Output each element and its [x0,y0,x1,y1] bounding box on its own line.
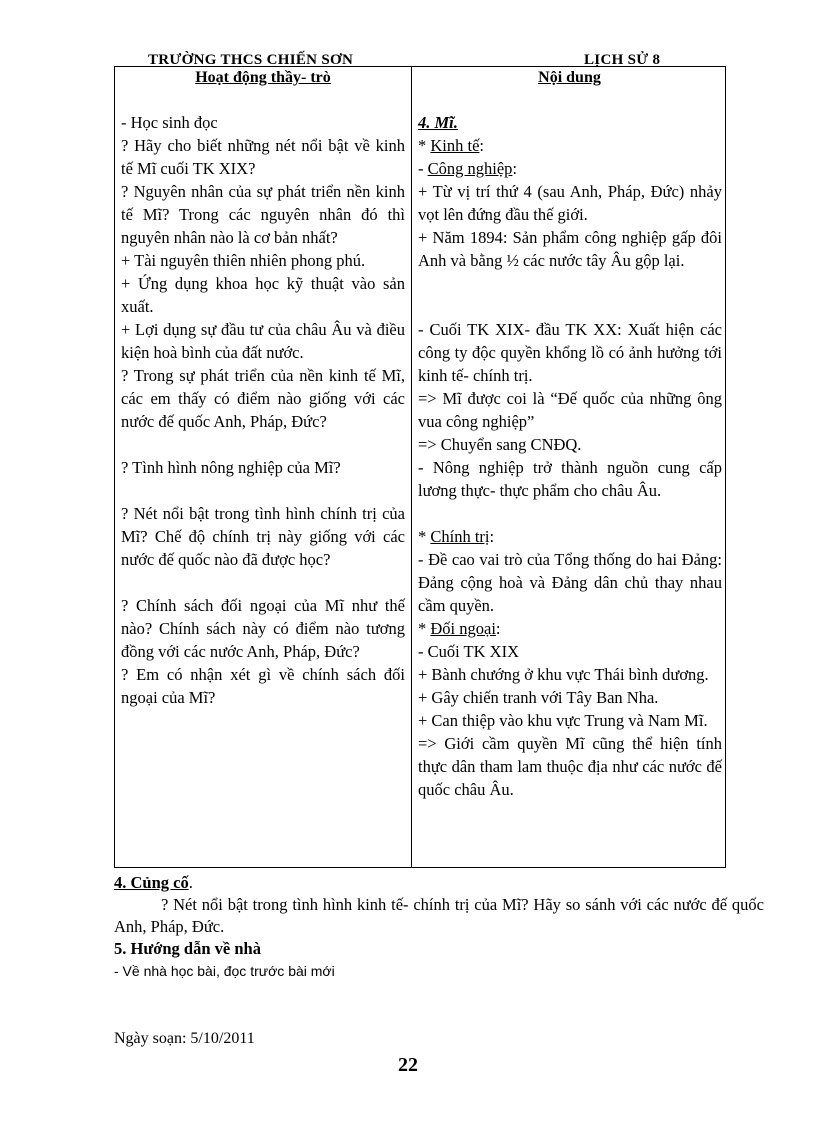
activity-line: ? Chính sách đối ngoại của Mĩ như thế nào? Chính sách này có điểm nào tương đồng với các nước Anh, Pháp, Đức? [121,596,405,661]
activity-line: ? Em có nhận xét gì về chính sách đối ngoại của Mĩ? [121,665,405,707]
foreign-label: Đối ngoại [430,619,496,638]
activities-cell [121,111,405,709]
column-header-content: Nội dung [538,69,601,86]
activity-line: ? Tình hình nông nghiệp của Mĩ? [121,458,341,477]
page-number: 22 [398,1054,418,1076]
content-line: + Từ vị trí thứ 4 (sau Anh, Pháp, Đức) nhảy vọt lên đứng đầu thế giới. [418,182,722,224]
lesson-footer-sections: 4. Củng cố. ? Nét nổi bật trong tình hình kinh tế- chính trị của Mĩ? Hãy so sánh với các nước đế quốc Anh, Pháp, Đức. 5. Hướng dẫn về nhà - Về nhà học bài, đọc trước bài mới [114,872,764,982]
activity-line: + Ứng dụng khoa học kỹ thuật vào sản xuất. [121,274,405,316]
content-line: + Năm 1894: Sản phẩm công nghiệp gấp đôi Anh và bằng ½ các nước tây Âu gộp lại. [418,228,722,270]
activity-line: - Học sinh đọc [121,113,218,132]
industry-label: Công nghiệp [427,159,513,178]
header-subject: LỊCH SỬ 8 [584,52,661,68]
activity-line: ? Nguyên nhân của sự phát triển nền kinh tế Mĩ? Trong các nguyên nhân đó thì nguyên nhân nào là cơ bản nhất? [121,182,405,247]
column-divider [411,67,412,867]
content-line: => Mĩ được coi là “Đế quốc của những ông vua công nghiệp” [418,389,722,431]
consolidation-title: 4. Củng cố [114,873,189,892]
content-line: => Giới cầm quyền Mĩ cũng thể hiện tính thực dân tham lam thuộc địa như các nước đế quốc châu Âu. [418,734,722,799]
content-line: - Cuối TK XIX [418,642,519,661]
activity-line: ? Trong sự phát triển của nền kinh tế Mĩ, các em thấy có điểm nào giống với các nước đế quốc Anh, Pháp, Đức? [121,366,405,431]
content-line: + Bành chướng ở khu vực Thái bình dương. [418,665,709,684]
economy-label: Kinh tế [430,136,480,155]
consolidation-text: ? Nét nổi bật trong tình hình kinh tế- chính trị của Mĩ? Hãy so sánh với các nước đế quốc Anh, Pháp, Đức. [114,895,764,936]
activity-line: ? Nét nổi bật trong tình hình chính trị của Mĩ? Chế độ chính trị này giống với các nước đế quốc nào đã được học? [121,504,405,569]
content-line: - Nông nghiệp trở thành nguồn cung cấp lương thực- thực phẩm cho châu Âu. [418,458,722,500]
prepared-date: Ngày soạn: 5/10/2011 [114,1030,255,1047]
content-line: + Can thiệp vào khu vực Trung và Nam Mĩ. [418,711,708,730]
column-header-activities: Hoạt động thầy- trò [195,69,331,86]
homework-title: 5. Hướng dẫn về nhà [114,939,261,958]
content-line: + Gây chiến tranh với Tây Ban Nha. [418,688,659,707]
activity-line: ? Hãy cho biết những nét nổi bật về kinh tế Mĩ cuối TK XIX? [121,136,405,178]
politics-label: Chính trị [430,527,490,546]
content-cell: 4. Mĩ. * Kinh tế: - Công nghiệp: + Từ vị trí thứ 4 (sau Anh, Pháp, Đức) nhảy vọt lên đứng đầu thế giới. + Năm 1894: Sản phẩm công nghiệp gấp đôi Anh và bằng ½ các nước tây Âu gộp lại. - Cuối TK XIX- đầu TK XX: Xuất hiện các công ty độc quyền khổng lồ có ảnh hưởng tới kinh tế- chính trị. => Mĩ được coi là “Đế quốc của những ông vua công nghiệp” => Chuyển sang CNĐQ. - Nông nghiệp trở thành nguồn cung cấp lương thực- thực phẩm cho châu Âu. * Chính trị: - Đề cao vai trò của Tổng thống do hai Đảng: Đảng cộng hoà và Đảng dân chủ thay nhau cầm quyền. * Đối ngoại: - Cuối TK XIX + Bành chướng ở khu vực Thái bình dương. + Gây chiến tranh với Tây Ban Nha. + Can thiệp vào khu vực Trung và Nam Mĩ. => Giới cầm quyền Mĩ cũng thể hiện tính thực dân tham lam thuộc địa như các nước đế quốc châu Âu. [418,113,722,799]
content-line: - Đề cao vai trò của Tổng thống do hai Đảng: Đảng cộng hoà và Đảng dân chủ thay nhau cầm quyền. [418,550,722,615]
header-school: TRƯỜNG THCS CHIẾN SƠN [148,52,354,68]
lesson-table [114,66,726,868]
activity-line: + Lợi dụng sự đầu tư của châu Âu và điều kiện hoà bình của đất nước. [121,320,405,362]
content-line: => Chuyển sang CNĐQ. [418,435,582,454]
content-line: - Cuối TK XIX- đầu TK XX: Xuất hiện các công ty độc quyền khổng lồ có ảnh hưởng tới kinh tế- chính trị. [418,320,722,385]
section-title: 4. Mĩ. [418,113,458,132]
activity-line: + Tài nguyên thiên nhiên phong phú. [121,251,366,270]
homework-text: - Về nhà học bài, đọc trước bài mới [114,963,335,979]
